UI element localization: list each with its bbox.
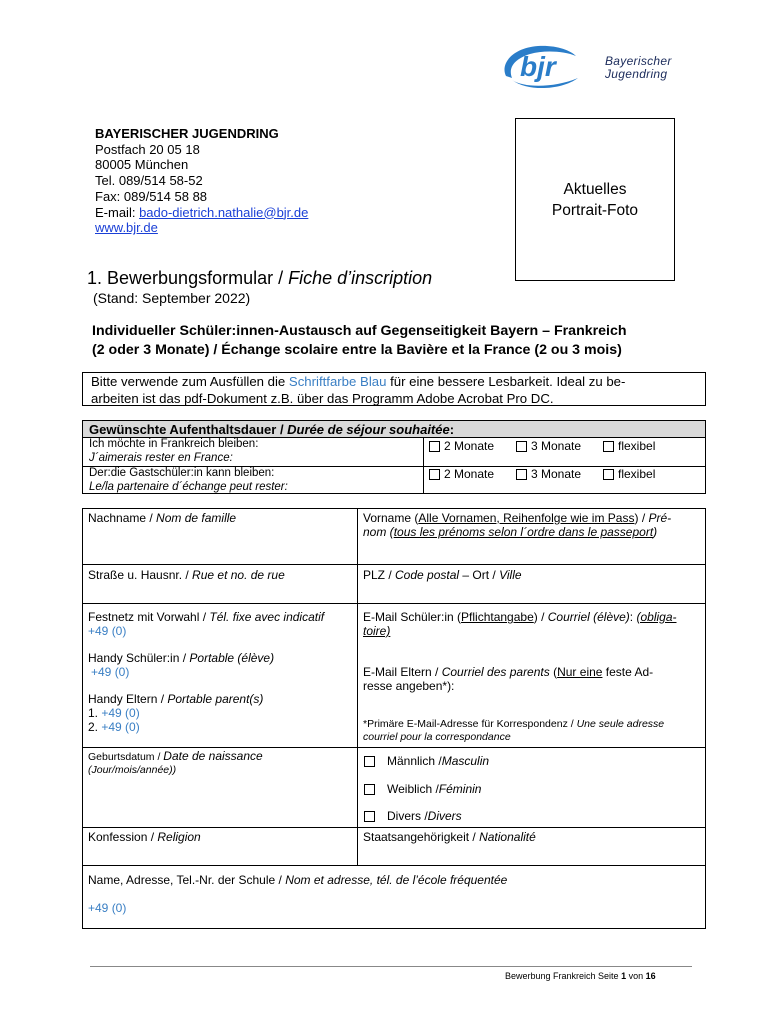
- city: 80005 München: [95, 157, 189, 173]
- website-link[interactable]: www.bjr.de: [95, 220, 158, 236]
- duration-header: Gewünschte Aufenthaltsdauer / Durée de séjour souhaitée:: [83, 421, 705, 438]
- page-footer: Bewerbung Frankreich Seite 1 von 16: [505, 971, 656, 981]
- partner-flexibel-checkbox[interactable]: flexibel: [603, 467, 655, 481]
- self-3-monate-checkbox[interactable]: 3 Monate: [516, 439, 581, 453]
- nachname-field[interactable]: Nachname / Nom de famille: [88, 511, 237, 525]
- fax: Fax: 089/514 58 88: [95, 188, 208, 204]
- email-schueler-field[interactable]: E-Mail Schüler:in (Pflichtangabe) / Courriel (élève): (obliga- toire): [363, 610, 677, 638]
- duration-row-self: Ich möchte in Frankreich bleiben: J´aimerais rester en France:: [83, 438, 705, 467]
- email-eltern-field[interactable]: E-Mail Eltern / Courriel des parents (Nur eine feste Ad- resse angeben*):: [363, 665, 654, 693]
- program-title: Individueller Schüler:innen-Austausch auf Gegenseitigkeit Bayern – Frankreich (2 oder 3 Monate) / Échange scolaire entre la Bavière et la France (2 ou 3 mois): [92, 323, 627, 358]
- schule-field[interactable]: Name, Adresse, Tel.-Nr. der Schule / Nom et adresse, tél. de l’école fréquentée +49 (0): [88, 873, 508, 915]
- plz-ort-field[interactable]: PLZ / Code postal – Ort / Ville: [363, 568, 522, 582]
- form-date: (Stand: September 2022): [93, 290, 251, 306]
- email-line: E-mail: bado-dietrich.nathalie@bjr.de: [95, 204, 309, 220]
- org-name: BAYERISCHER JUGENDRING: [95, 126, 279, 141]
- weiblich-checkbox[interactable]: Weiblich / Féminin: [364, 782, 481, 796]
- photo-placeholder[interactable]: Aktuelles Portrait-Foto: [515, 118, 675, 281]
- svg-text:bjr: bjr: [520, 51, 556, 82]
- strasse-field[interactable]: Straße u. Hausnr. / Rue et no. de rue: [88, 568, 285, 582]
- self-2-monate-checkbox[interactable]: 2 Monate: [429, 439, 494, 453]
- duration-table: [82, 420, 706, 494]
- footer-divider: [90, 966, 692, 967]
- nationalitaet-field[interactable]: Staatsangehörigkeit / Nationalité: [363, 830, 536, 844]
- vorname-field[interactable]: Vorname (Alle Vornamen, Reihenfolge wie im Pass) / Pré- nom (tous les prénoms selon l´ordre dans le passeport): [363, 511, 672, 539]
- duration-row-partner: Der:die Gastschüler:in kann bleiben: Le/la partenaire d´échange peut rester:: [89, 467, 288, 493]
- festnetz-field[interactable]: Festnetz mit Vorwahl / Tél. fixe avec indicatif +49 (0): [88, 610, 325, 638]
- handy-eltern-field[interactable]: Handy Eltern / Portable parent(s) 1. +49 (0) 2. +49 (0): [88, 692, 264, 734]
- email-link[interactable]: bado-dietrich.nathalie@bjr.de: [139, 204, 309, 220]
- handy-schueler-field[interactable]: Handy Schüler:in / Portable (élève) +49 (0): [88, 651, 275, 679]
- partner-2-monate-checkbox[interactable]: 2 Monate: [429, 467, 494, 481]
- form-heading: 1. Bewerbungsformular / Fiche d’inscription: [87, 268, 433, 288]
- geburtsdatum-field[interactable]: Geburtsdatum / Date de naissance (Jour/mois/année)): [88, 749, 263, 776]
- address-block: [95, 126, 308, 236]
- info-box: Bitte verwende zum Ausfüllen die Schriftfarbe Blau für eine bessere Lesbarkeit. Ideal zu be- arbeiten ist das pdf-Dokument z.B. über das Programm Adobe Acrobat Pro DC.: [82, 372, 706, 406]
- partner-3-monate-checkbox[interactable]: 3 Monate: [516, 467, 581, 481]
- self-flexibel-checkbox[interactable]: flexibel: [603, 439, 655, 453]
- konfession-field[interactable]: Konfession / Religion: [88, 830, 201, 844]
- bjr-logo-mark: [498, 42, 608, 92]
- personal-data-form: [82, 508, 706, 929]
- logo-text: Bayerischer Jugendring: [605, 54, 672, 81]
- postfach: Postfach 20 05 18: [95, 141, 200, 157]
- primary-email-note: *Primäre E-Mail-Adresse für Korrespondenz / Une seule adresse courriel pour la correspondance: [363, 718, 665, 743]
- tel: Tel. 089/514 58-52: [95, 173, 203, 189]
- maennlich-checkbox[interactable]: Männlich / Masculin: [364, 754, 489, 768]
- divers-checkbox[interactable]: Divers / Divers: [364, 809, 462, 823]
